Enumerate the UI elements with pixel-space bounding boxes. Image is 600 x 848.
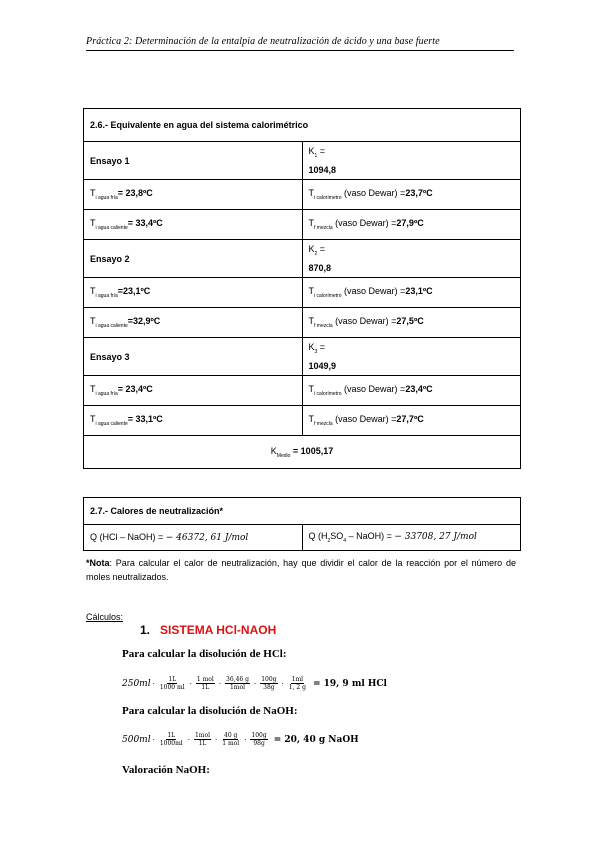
ti-fria-1: $T_{i agua fría}=$ 23,8ºC [84, 180, 303, 210]
ti-fria-2: $T_{i agua fría}=23,1ºC$ [84, 278, 303, 308]
ti-caliente-1: $T_{i agua caliente}=$ 33,4ºC [84, 210, 303, 240]
ti-calorimetro-2: $T_{i calorímetro}$ (vaso Dewar) =23,1ºC [302, 278, 521, 308]
tf-mezcla-1: $T_{f mezcla}$ (vaso Dewar) =27,9ºC [302, 210, 521, 240]
ti-fria-3: $T_{i agua fría}=$ 23,4ºC [84, 376, 303, 406]
k3-cell: $K_3$ = 1049,9 [302, 338, 521, 376]
hcl-heading: Para calcular la disolución de HCl: [122, 648, 287, 660]
k1-value: 1094,8 [308, 164, 337, 175]
ti-calorimetro-3: $T_{i calorímetro}$ (vaso Dewar) =23,4ºC [302, 376, 521, 406]
ti-caliente-2: $T_{i agua caliente}=32,9ºC$ [84, 308, 303, 338]
k2-value: 870,8 [308, 262, 332, 273]
tf-mezcla-2: $T_{f mezcla}$ (vaso Dewar) =27,5ºC [302, 308, 521, 338]
calculos-label: Cálculos: [86, 612, 124, 622]
section-1-heading: 1. SISTEMA HCl-NAOH [140, 623, 277, 637]
k3-value: 1049,9 [308, 360, 337, 371]
k1-cell: $K_1$ = 1094,8 [302, 142, 521, 180]
page-header: Práctica 2: Determinación de la entalpia de neutralización de ácido y una base fuerte [86, 36, 514, 51]
k2-cell: $K_2$ = 870,8 [302, 240, 521, 278]
tf-mezcla-3: $T_{f mezcla}$ (vaso Dewar) =27,7ºC [302, 406, 521, 436]
naoh-result: = 20, 40 g NaOH [273, 734, 359, 745]
ti-caliente-3: $T_{i agua caliente}=$ 33,1ºC [84, 406, 303, 436]
q-h2so4-naoh: Q ($H_2SO_4$ – NaOH) = − 33708, 27 J/mol [302, 525, 521, 551]
q-hcl-naoh: Q (HCl – NaOH) = − 46372, 61 J/mol [84, 525, 303, 551]
calorimeter-table [83, 108, 521, 469]
hcl-equation: 250ml · $\frac{1L}{1000 ml}$ · $\frac{\text{1 mol}}{1L}$ · $\frac{36,46 g}{\text{1mol}}$ · $\frac{100g}{38g}$ · $\frac{1ml}{1, 2 g}$ = 19, 9 ml HCl [122, 676, 387, 691]
table1-title: 2.6.- Equivalente en agua del sistema calorimétrico [84, 109, 521, 142]
neutralization-table [83, 497, 521, 551]
ensayo-3-label: Ensayo 3 [84, 338, 303, 376]
footnote: *Nota: Para calcular el calor de neutralización, hay que dividir el calor de la reacción por el número de moles neutralizados. [86, 558, 516, 582]
naoh-heading: Para calcular la disolución de NaOH: [122, 705, 298, 717]
ensayo-1-label: Ensayo 1 [84, 142, 303, 180]
k-medio: $K_{Medio} = 1005,17$ [84, 436, 521, 469]
ti-calorimetro-1: $T_{i calorímetro}$ (vaso Dewar) =23,7ºC [302, 180, 521, 210]
ensayo-2-label: Ensayo 2 [84, 240, 303, 278]
hcl-result: = 19, 9 ml HCl [312, 678, 387, 689]
naoh-equation: 500ml · $\frac{1L}{1000ml}$ · $\frac{\text{1mol}}{1L}$ · $\frac{40 g}{\text{1 mol}}$ · $\frac{100g}{98g}$ = 20, 40 g NaOH [122, 732, 359, 747]
table2-title: 2.7.- Calores de neutralización* [84, 498, 521, 525]
valoracion-heading: Valoración NaOH: [122, 764, 210, 776]
